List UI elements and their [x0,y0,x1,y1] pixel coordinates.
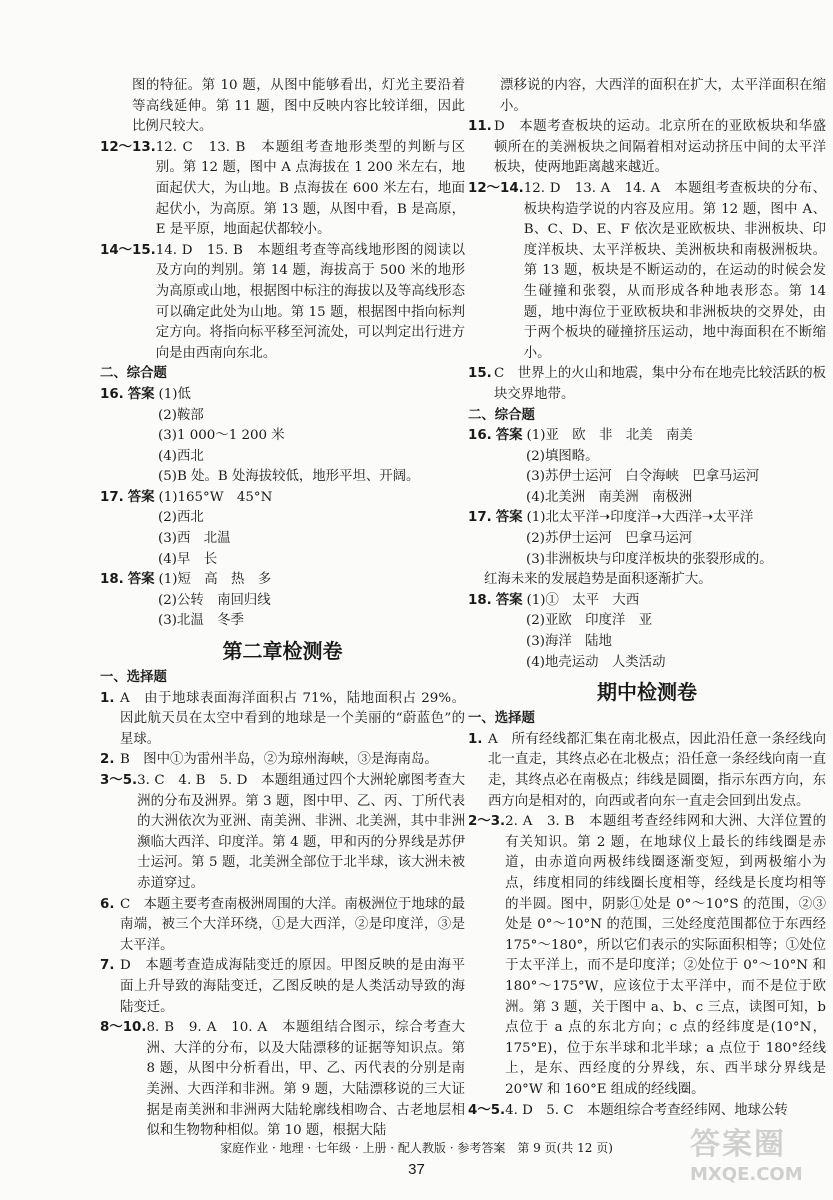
watermark-logo [690,1126,830,1196]
question-number: 12～14. [468,180,524,196]
answer-block [100,488,465,509]
answer-block [468,508,826,529]
answer-text: 3. C 4. B 5. D 本题组通过四个大洲轮廓图考查大洲的分布及洲界。第 3 题，图中甲、乙、丙、丁所代表的大洲依次为亚洲、南美洲、非洲、北美洲，其中非洲濒临大西洋、印度洋。第 4 题，甲和丙的分界线是苏伊士运河。第 5 题，北美洲全部位于北半球，该大洲未被赤道穿过。 [137,773,465,891]
answer-text: 8. B 9. A 10. A 本题组结合图示，综合考查大洲、大洋的分布，以及大陆漂移的证据等知识点。第 8 题，从图中分析看出，甲、乙、丙代表的分别是南美洲、大西洋和非洲。第 9 题，大陆漂移说的三大证据是南美洲和非洲两大陆轮廓线相吻合、古老地层相似和生物物种相似。第 10 题，根据大陆 [146,1020,465,1139]
answer-item [468,730,826,812]
answer-text: B 图中①为雷州半岛，②为琼州海峡，③是海南岛。 [120,752,438,768]
answer-text: A 由于地球表面海洋面积占 71%，陆地面积占 29%。因此航天员在太空中看到的地球是一个美丽的“蔚蓝色”的星球。 [120,690,465,747]
answer-line: (3)北温 冬季 [158,613,244,629]
question-number: 16. [100,386,124,402]
question-number: 14～15. [100,242,156,258]
answer-text: C 世界上的火山和地震，集中分布在地壳比较活跃的板块交界地带。 [494,366,826,402]
question-number: 12～13. [100,139,156,155]
arrow-right-icon: ➝ [599,510,611,526]
answer-text: 12. D 13. A 14. A 本题组考查板块的分布、板块构造学说的内容及应用。第 12 题，图中 A、B、C、D、E、F 依次是亚欧板块、非洲板块、印度洋板块、太平洋板块、美洲板块和南极洲板块。第 13 题，板块是不断运动的，在运动的时候会发生碰撞和张裂，从而形成各种地表形态。第 14 题，地中海位于亚欧板块和非洲板块的交界处，由于两个板块的碰撞挤压运动，地中海面积在不断缩小。 [523,180,826,361]
answer-label: 答案 [495,592,523,608]
answer-item [100,895,465,957]
answer-item [100,689,465,751]
answer-text: D 本题考查板块的运动。北京所在的亚欧板块和华盛顿所在的美洲板块之间隔着相对运动挤压中间的太平洋板块，使两地距离越来越近。 [494,119,826,176]
answer-line: (3)海洋 陆地 [526,634,612,650]
answer-text: C 本题主要考查南极洲周围的大洋。南极洲位于地球的最南端，被三个大洋环绕，①是大西洋，②是印度洋，③是太平洋。 [120,896,466,953]
answer-line: (4)西北 [158,448,204,464]
question-number: 17. [100,489,124,505]
section-heading: 二、综合题 [100,366,167,382]
answer-line: (2)亚欧 印度洋 亚 [526,613,653,629]
answer-line: 红海未来的发展趋势是面积逐渐扩大。 [484,572,712,588]
answer-label: 答案 [127,386,155,402]
answer-item [100,750,465,771]
answer-line: (3)非洲板块与印度洋板块的张裂形成的。 [526,551,773,567]
answer-item [468,1101,826,1122]
question-number: 16. [468,428,492,444]
arrow-right-icon: ➝ [650,510,662,526]
ocean-route-start: (1)北太平洋 [526,510,600,526]
answer-text: 12. C 13. B 本题组考查地形类型的判断与区别。第 12 题，图中 A 点海拔在 1 200 米左右，地面起伏大，为山地。B 点海拔在 600 米左右，地面起伏小，为高原。第 13 题，从图中看，B 是高原，E 是平原，地面起伏都较小。 [155,139,465,238]
question-number: 1. [100,690,115,706]
answer-block [100,385,465,406]
answer-line: (2)公转 南回归线 [158,592,271,608]
left-column [100,76,465,1142]
answer-line: (4)早 长 [158,551,218,567]
section-heading: 一、选择题 [468,711,535,727]
section-heading: 一、选择题 [100,670,167,686]
answer-item [100,138,465,241]
answer-line: (1)① 太平 大西 [526,592,640,608]
answer-line: (2)苏伊士运河 巴拿马运河 [526,531,693,547]
question-number: 6. [100,896,115,912]
answer-text: A 所有经线都汇集在南北极点，因此沿任意一条经线向北一直走，其终点必在北极点；沿任意一条经线向南一直走，其终点必在南极点；纬线是圆圈，指示东西方向，东西方向是相对的，向西或者向东一直走会回到出发点。 [488,731,826,809]
answer-line: (2)鞍部 [158,407,204,423]
question-number: 15. [468,366,492,382]
continuation-text: 图的特征。第 10 题，从图中能够看出，灯光主要沿着等高线延伸。第 11 题，图中反映内容比较详细，因此比例尺较大。 [132,78,465,135]
chapter-title: 第二章检测卷 [222,639,343,664]
answer-label: 答案 [495,510,523,526]
answer-line: (2)填图略。 [526,448,599,464]
continuation-text: 漂移说的内容，大西洋的面积在扩大，太平洋面积在缩小。 [500,78,826,114]
answer-item [100,1018,465,1142]
answer-line: (3)1 000～1 200 米 [158,428,285,444]
answer-item [468,812,826,1100]
answer-line: (2)西北 [158,510,204,526]
answer-text: 4. D 5. C 本题组综合考查经纬网、地球公转 [505,1102,788,1118]
watermark-url: MXQE.COM [690,1164,803,1185]
question-number: 18. [100,572,124,588]
answer-line: (4)北美洲 南美洲 南极洲 [526,489,693,505]
answer-line: (1)亚 欧 非 北美 南美 [526,428,693,444]
page-number: 37 [408,1161,425,1178]
answer-label: 答案 [127,572,155,588]
answer-item [468,117,826,179]
answer-label: 答案 [127,489,155,505]
answer-label: 答案 [495,428,523,444]
answer-line: (5)B 处。B 处海拔较低，地形平坦、开阔。 [158,469,420,485]
answer-text: D 本题考查造成海陆变迁的原因。甲图反映的是由海平面上升导致的海陆变迁，乙图反映的是人类活动导致的海陆变迁。 [120,958,465,1015]
answer-text: 14. D 15. B 本题组考查等高线地形图的阅读以及方向的判别。第 14 题，海拔高于 500 米的地形为高原或山地，根据图中标注的海拔以及等高线形态可以确定此处为山地。第 15 题，根据图中指向标判定方向。将指向标平移至河流处，可以判定出行进方向是由西南向东北。 [155,242,465,361]
answer-line: (4)地壳运动 人类活动 [526,654,666,670]
answer-item [468,364,826,405]
question-number: 3～5. [100,773,138,788]
answer-block [468,591,826,612]
question-number: 1. [468,731,483,747]
midterm-title: 期中检测卷 [597,680,697,705]
watermark-text: 答案圈 [690,1127,786,1162]
answer-line [523,508,754,529]
answer-item [100,956,465,1018]
question-number: 8～10. [100,1020,147,1036]
question-number: 11. [468,119,492,135]
answer-item [468,179,826,364]
answer-text: 2. A 3. B 本题组考查经纬网和大洲、大洋位置的有关知识。第 2 题，在地球仪上最长的纬线圈是赤道，由赤道向两极纬线圈逐渐变短，到两极缩小为点，纬度相同的纬线圈长度相等，经线是长度均相等的半圆。图中，阴影①处是 0°～10°S 的范围，②③处是 0°～10°N 的范围，三处经度范围都位于东西经 175°～180°，所以它们表示的实际面积相等；①处位于太平洋上，而不是印度洋；②处位于 0°～10°N 和 180°～175°W，应该位于太平洋中，而不是位于欧洲。第 3 题，关于图中 a、b、c 三点，读图可知，b 点位于 a 点的东北方向；c 点的经纬度是(10°N，175°E)，位于东半球和北半球；a 点位于 180°经线上，是东、西经度的分界线，东、西半球分界线是 20°W 和 160°E 组成的经线圈。 [505,814,826,1097]
question-number: 2. [100,752,115,768]
answer-line: (3)苏伊士运河 白令海峡 巴拿马运河 [526,469,760,485]
question-number: 17. [468,510,492,526]
answer-line: (3)西 北温 [158,531,231,547]
answer-block [468,426,826,447]
question-number: 18. [468,592,492,608]
answer-line: (1)短 高 热 多 [158,572,272,588]
ocean-route-3: 大西洋 [661,510,702,526]
answer-line: (1)165°W 45°N [158,489,273,505]
section-heading: 二、综合题 [468,407,535,423]
ocean-route-2: 印度洋 [610,510,651,526]
answer-line: (1)低 [158,386,191,402]
right-column [468,76,826,1121]
arrow-right-icon: ➝ [701,510,714,526]
answer-item [100,771,465,895]
page-footer: 家庭作业 · 地理 · 七年级 · 上册 · 配人教版 · 参考答案 第 9 页(共 12 页) [220,1141,613,1155]
ocean-route-end: 太平洋 [713,510,754,526]
question-number: 7. [100,958,115,974]
answer-item [100,241,465,365]
question-number: 2～3. [468,814,506,830]
answer-block [100,570,465,591]
question-number: 4～5. [468,1102,506,1118]
